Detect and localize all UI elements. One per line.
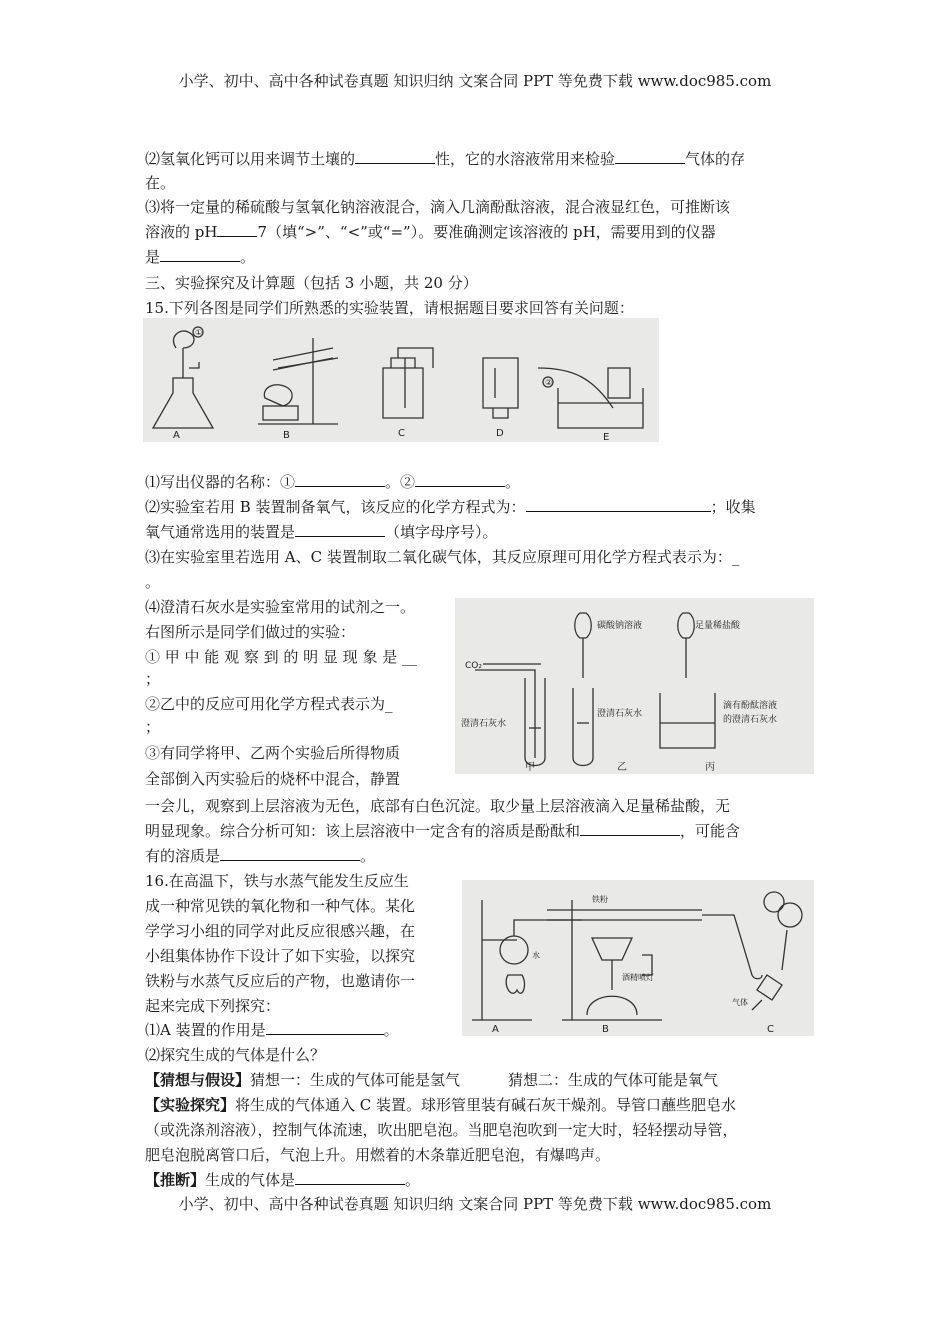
iron-steam-figure (462, 880, 814, 1036)
label-a: A (492, 1024, 499, 1035)
phenol-label-1: 滴有酚酞溶液 (723, 701, 778, 711)
label-a: A (173, 430, 180, 441)
q14-line-1: ⑵氢氧化钙可以用来调节土壤的 性，它的水溶液常用来检验 气体的存 (145, 150, 746, 168)
q16-line-13: 【推断】生成的气体是 。 (145, 1171, 421, 1189)
answer-blank[interactable] (217, 222, 257, 237)
q15-line-14: 一会儿，观察到上层溶液为无色，底部有白色沉淀。取少量上层溶液滴入足量稀盐酸，无 (145, 797, 731, 815)
bing-label: 丙 (705, 762, 715, 773)
page-footer: 小学、初中、高中各种试卷真题 知识归纳 文案合同 PPT 等免费下载 www.doc985.com (178, 1195, 772, 1213)
q15-line-3: 氧气通常选用的装置是 （填字母序号）。 (145, 523, 498, 541)
q15-line-4: ⑶在实验室里若选用 A、C 装置制取二氧化碳气体，其反应原理可用化学方程式表示为：_ (145, 548, 740, 566)
page-header: 小学、初中、高中各种试卷真题 知识归纳 文案合同 PPT 等免费下载 www.doc985.com (178, 72, 772, 90)
apparatus-figure-1 (143, 318, 659, 442)
q14-line-2: 在。 (145, 174, 176, 192)
label-c: C (398, 428, 405, 439)
q16-line-1: 16.在高温下，铁与水蒸气能发生反应生 (145, 872, 409, 890)
co2-label: CO₂ (465, 661, 482, 671)
answer-blank[interactable] (580, 821, 680, 836)
q15-line-8: ① 甲 中 能 观 察 到 的 明 显 现 象 是 __ (145, 648, 417, 666)
phenol-label-2: 的澄清石灰水 (723, 715, 778, 725)
q16-line-2: 成一种常见铁的氧化物和一种气体。某化 (145, 897, 416, 915)
q16-line-12: 肥皂泡脱离管口后，气泡上升。用燃着的木条靠近肥皂泡，有爆鸣声。 (145, 1146, 611, 1164)
hcl-label: 足量稀盐酸 (695, 621, 741, 631)
gas-label: 气体 (732, 998, 748, 1007)
answer-blank[interactable] (295, 1170, 405, 1185)
q15-line-9: ； (145, 670, 161, 688)
answer-blank[interactable] (615, 149, 685, 164)
jia-label: 甲 (525, 762, 535, 773)
q15-line-12: ③有同学将甲、乙两个实验后所得物质 (145, 744, 401, 762)
label-d: D (496, 428, 504, 439)
label-c: C (767, 1024, 774, 1035)
yi-label: 乙 (617, 762, 627, 773)
q16-line-3: 学学习小组的同学对此反应很感兴趣，在 (145, 922, 416, 940)
q14-line-3: ⑶将一定量的稀硫酸与氢氧化钠溶液混合，滴入几滴酚酞溶液，混合液显红色，可推断该 (145, 198, 731, 216)
mark-2: ② (545, 378, 553, 387)
answer-blank[interactable] (295, 522, 385, 537)
label-b: B (283, 430, 290, 441)
q16-line-7: ⑴A 装置的作用是 。 (145, 1021, 399, 1039)
q16-line-10: 【实验探究】将生成的气体通入 C 装置。球形管里装有碱石灰干燥剂。导管口蘸些肥皂水 (145, 1096, 737, 1114)
q15-line-2: ⑵实验室若用 B 装置制备氧气，该反应的化学方程式为： ；收集 (145, 498, 756, 516)
q15-intro: 15.下列各图是同学们所熟悉的实验装置，请根据题目要求回答有关问题： (145, 299, 634, 317)
section-3-title: 三、实验探究及计算题（包括 3 小题，共 20 分） (145, 274, 478, 292)
answer-blank[interactable] (266, 1020, 384, 1035)
q15-line-5: 。 (145, 573, 161, 591)
q14-line-4: 溶液的 pH 7（填“>”、“<”或“=”）。要准确测定该溶液的 pH，需要用到的仪器 (145, 223, 716, 241)
q15-line-7: 右图所示是同学们做过的实验： (145, 623, 356, 641)
q15-line-13: 全部倒入丙实验后的烧杯中混合，静置 (145, 770, 401, 788)
q16-line-5: 铁粉与水蒸气反应后的产物，也邀请你一 (145, 972, 416, 990)
lime-label-2: 澄清石灰水 (597, 709, 643, 719)
lamp-label: 酒精喷灯 (622, 973, 654, 982)
q16-line-9: 【猜想与假设】猜想一：生成的气体可能是氢气 猜想二：生成的气体可能是氧气 (145, 1071, 719, 1089)
q16-line-11: （或洗涤剂溶液），控制气体流速，吹出肥皂泡。当肥皂泡吹到一定大时，轻轻摆动导管， (145, 1121, 738, 1139)
q15-line-1: ⑴写出仪器的名称：① 。② 。 (145, 473, 521, 491)
answer-blank[interactable] (295, 472, 385, 487)
limewater-figure (455, 598, 814, 774)
iron-label: 铁粉 (592, 895, 608, 904)
q15-line-6: ⑷澄清石灰水是实验室常用的试剂之一。 (145, 598, 416, 616)
q16-line-6: 起来完成下列探究： (145, 997, 281, 1015)
answer-blank[interactable] (526, 497, 711, 512)
q15-line-11: ； (145, 718, 161, 736)
answer-blank[interactable] (160, 247, 240, 262)
water-label: 水 (532, 951, 540, 960)
q15-line-16: 有的溶质是 。 (145, 847, 376, 865)
q16-line-4: 小组集体协作下设计了如下实验，以探究 (145, 947, 416, 965)
q14-line-5: 是 。 (145, 248, 256, 266)
na2co3-label: 碳酸钠溶液 (597, 621, 643, 631)
q16-line-8: ⑵探究生成的气体是什么？ (145, 1046, 326, 1064)
label-b: B (602, 1024, 609, 1035)
lime-label-1: 澄清石灰水 (461, 719, 507, 729)
answer-blank[interactable] (220, 846, 360, 861)
label-e: E (603, 432, 610, 442)
answer-blank[interactable] (355, 149, 435, 164)
answer-blank[interactable] (415, 472, 505, 487)
q15-line-15: 明显现象。综合分析可知：该上层溶液中一定含有的溶质是酚酞和 ，可能含 (145, 822, 741, 840)
mark-1: ① (195, 328, 203, 337)
q15-line-10: ②乙中的反应可用化学方程式表示为_ (145, 695, 393, 713)
